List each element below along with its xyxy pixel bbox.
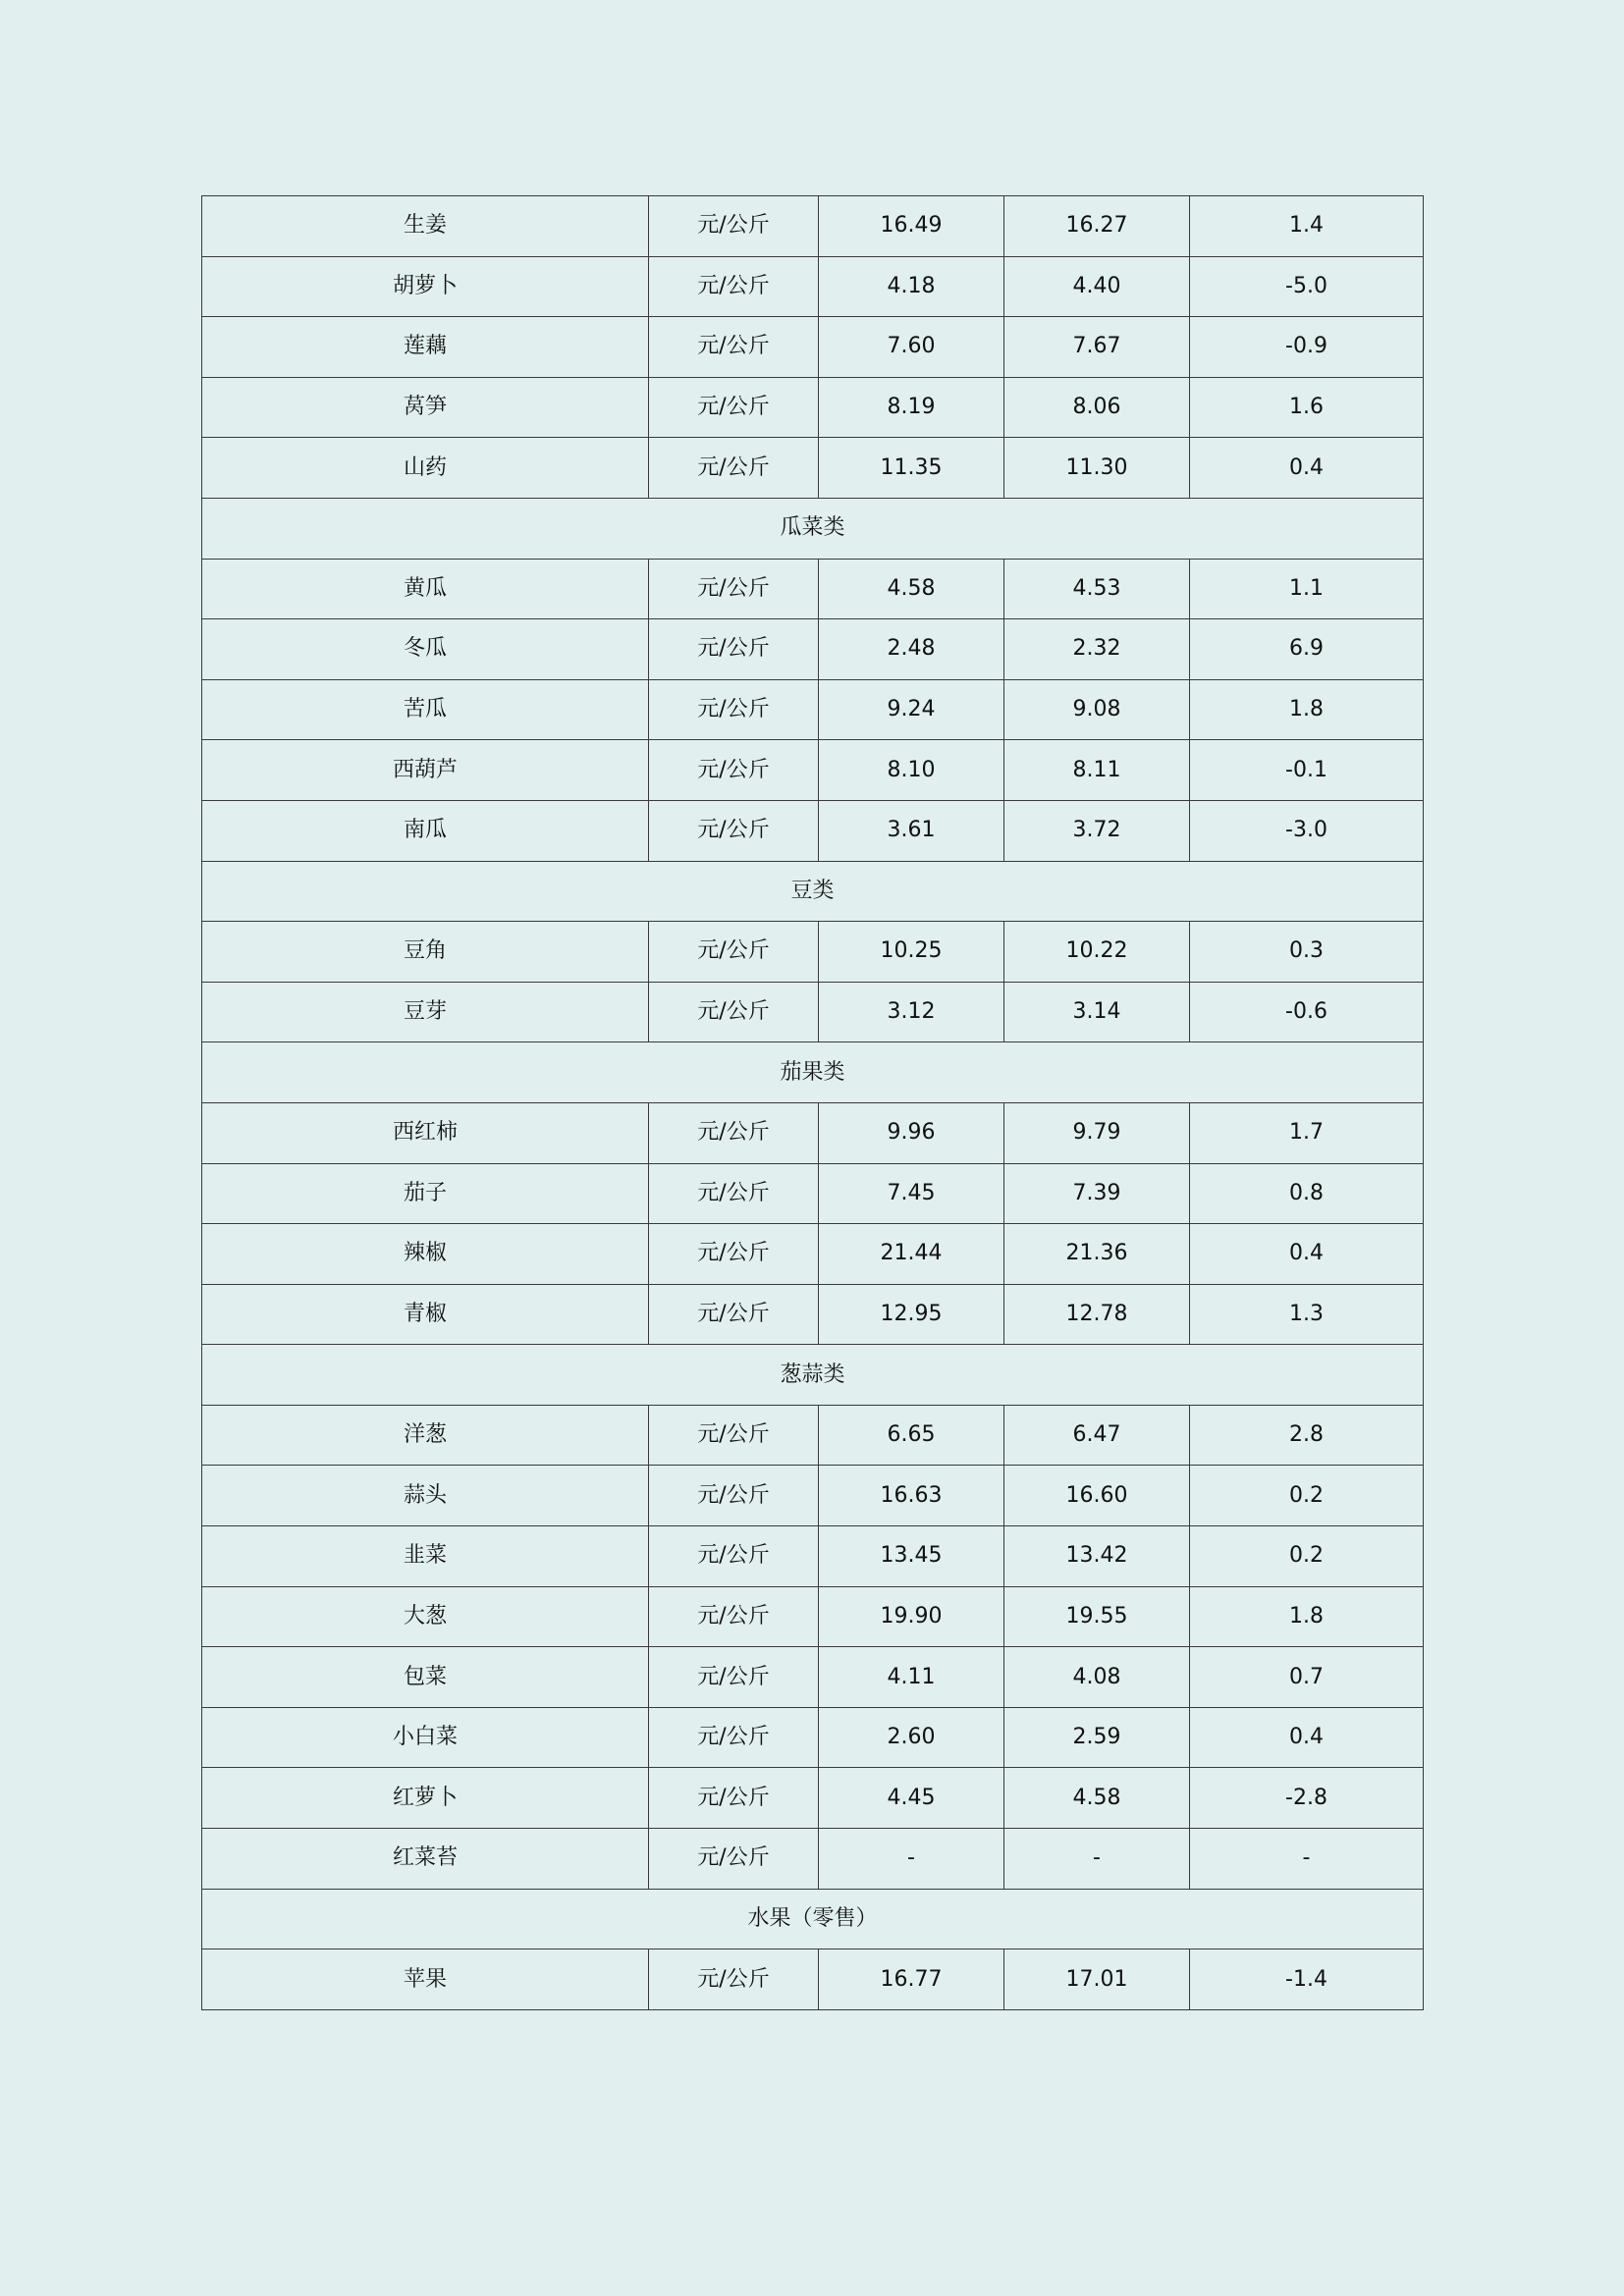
- previous-price-cell: 16.60: [1004, 1466, 1190, 1526]
- item-name-cell: 包菜: [202, 1647, 649, 1708]
- current-price-cell: 3.12: [819, 982, 1004, 1042]
- current-price-cell: 10.25: [819, 922, 1004, 983]
- previous-price-cell: -: [1004, 1829, 1190, 1890]
- item-name-cell: 苹果: [202, 1949, 649, 2010]
- table-row: [202, 1163, 1424, 1224]
- table-row: [202, 1405, 1424, 1466]
- unit-cell: 元/公斤: [649, 1949, 819, 2010]
- table-row: [202, 559, 1424, 619]
- unit-cell: 元/公斤: [649, 922, 819, 983]
- unit-cell: 元/公斤: [649, 1768, 819, 1829]
- change-percent-cell: -3.0: [1190, 800, 1424, 861]
- change-percent-cell: 2.8: [1190, 1405, 1424, 1466]
- table-row: [202, 1586, 1424, 1647]
- item-name-cell: 茄子: [202, 1163, 649, 1224]
- category-header-cell: 豆类: [202, 861, 1424, 922]
- table-row: [202, 1526, 1424, 1587]
- table-row: [202, 619, 1424, 680]
- current-price-cell: 16.77: [819, 1949, 1004, 2010]
- table-row: [202, 1949, 1424, 2010]
- category-row: [202, 1042, 1424, 1103]
- change-percent-cell: 1.1: [1190, 559, 1424, 619]
- previous-price-cell: 17.01: [1004, 1949, 1190, 2010]
- unit-cell: 元/公斤: [649, 256, 819, 317]
- unit-cell: 元/公斤: [649, 1405, 819, 1466]
- current-price-cell: 9.24: [819, 679, 1004, 740]
- table-row: [202, 377, 1424, 438]
- previous-price-cell: 10.22: [1004, 922, 1190, 983]
- item-name-cell: 小白菜: [202, 1707, 649, 1768]
- category-header-cell: 水果（零售）: [202, 1889, 1424, 1949]
- change-percent-cell: 0.8: [1190, 1163, 1424, 1224]
- table-row: [202, 317, 1424, 378]
- previous-price-cell: 4.08: [1004, 1647, 1190, 1708]
- previous-price-cell: 11.30: [1004, 438, 1190, 499]
- change-percent-cell: 0.4: [1190, 438, 1424, 499]
- unit-cell: 元/公斤: [649, 982, 819, 1042]
- table-row: [202, 1707, 1424, 1768]
- table-row: [202, 1829, 1424, 1890]
- unit-cell: 元/公斤: [649, 1284, 819, 1345]
- unit-cell: 元/公斤: [649, 559, 819, 619]
- change-percent-cell: -0.6: [1190, 982, 1424, 1042]
- previous-price-cell: 7.39: [1004, 1163, 1190, 1224]
- previous-price-cell: 16.27: [1004, 196, 1190, 257]
- change-percent-cell: 1.8: [1190, 679, 1424, 740]
- change-percent-cell: 6.9: [1190, 619, 1424, 680]
- unit-cell: 元/公斤: [649, 438, 819, 499]
- current-price-cell: 2.60: [819, 1707, 1004, 1768]
- change-percent-cell: 0.2: [1190, 1466, 1424, 1526]
- item-name-cell: 辣椒: [202, 1224, 649, 1285]
- table-row: [202, 1647, 1424, 1708]
- current-price-cell: 19.90: [819, 1586, 1004, 1647]
- current-price-cell: 7.45: [819, 1163, 1004, 1224]
- category-row: [202, 498, 1424, 559]
- previous-price-cell: 4.58: [1004, 1768, 1190, 1829]
- item-name-cell: 豆角: [202, 922, 649, 983]
- item-name-cell: 黄瓜: [202, 559, 649, 619]
- item-name-cell: 蒜头: [202, 1466, 649, 1526]
- table-row: [202, 256, 1424, 317]
- change-percent-cell: -0.1: [1190, 740, 1424, 801]
- change-percent-cell: -5.0: [1190, 256, 1424, 317]
- table-row: [202, 679, 1424, 740]
- item-name-cell: 生姜: [202, 196, 649, 257]
- unit-cell: 元/公斤: [649, 679, 819, 740]
- previous-price-cell: 21.36: [1004, 1224, 1190, 1285]
- unit-cell: 元/公斤: [649, 1102, 819, 1163]
- change-percent-cell: -0.9: [1190, 317, 1424, 378]
- current-price-cell: 4.11: [819, 1647, 1004, 1708]
- previous-price-cell: 6.47: [1004, 1405, 1190, 1466]
- current-price-cell: 11.35: [819, 438, 1004, 499]
- unit-cell: 元/公斤: [649, 619, 819, 680]
- change-percent-cell: 0.4: [1190, 1707, 1424, 1768]
- previous-price-cell: 3.14: [1004, 982, 1190, 1042]
- current-price-cell: 4.58: [819, 559, 1004, 619]
- previous-price-cell: 8.11: [1004, 740, 1190, 801]
- item-name-cell: 大葱: [202, 1586, 649, 1647]
- category-header-cell: 茄果类: [202, 1042, 1424, 1103]
- table-row: [202, 1284, 1424, 1345]
- unit-cell: 元/公斤: [649, 196, 819, 257]
- previous-price-cell: 2.32: [1004, 619, 1190, 680]
- unit-cell: 元/公斤: [649, 1707, 819, 1768]
- item-name-cell: 豆芽: [202, 982, 649, 1042]
- current-price-cell: 7.60: [819, 317, 1004, 378]
- item-name-cell: 西葫芦: [202, 740, 649, 801]
- price-table: [201, 195, 1424, 2010]
- table-row: [202, 1466, 1424, 1526]
- category-row: [202, 1889, 1424, 1949]
- current-price-cell: 21.44: [819, 1224, 1004, 1285]
- unit-cell: 元/公斤: [649, 800, 819, 861]
- table-row: [202, 1224, 1424, 1285]
- current-price-cell: 12.95: [819, 1284, 1004, 1345]
- change-percent-cell: -2.8: [1190, 1768, 1424, 1829]
- current-price-cell: 16.63: [819, 1466, 1004, 1526]
- current-price-cell: 9.96: [819, 1102, 1004, 1163]
- change-percent-cell: 0.4: [1190, 1224, 1424, 1285]
- item-name-cell: 红萝卜: [202, 1768, 649, 1829]
- table-row: [202, 196, 1424, 257]
- previous-price-cell: 12.78: [1004, 1284, 1190, 1345]
- item-name-cell: 山药: [202, 438, 649, 499]
- item-name-cell: 洋葱: [202, 1405, 649, 1466]
- current-price-cell: 6.65: [819, 1405, 1004, 1466]
- item-name-cell: 韭菜: [202, 1526, 649, 1587]
- change-percent-cell: 1.8: [1190, 1586, 1424, 1647]
- item-name-cell: 西红柿: [202, 1102, 649, 1163]
- item-name-cell: 南瓜: [202, 800, 649, 861]
- table-row: [202, 438, 1424, 499]
- table-row: [202, 800, 1424, 861]
- current-price-cell: 8.19: [819, 377, 1004, 438]
- previous-price-cell: 4.53: [1004, 559, 1190, 619]
- unit-cell: 元/公斤: [649, 1586, 819, 1647]
- item-name-cell: 苦瓜: [202, 679, 649, 740]
- previous-price-cell: 8.06: [1004, 377, 1190, 438]
- previous-price-cell: 9.79: [1004, 1102, 1190, 1163]
- change-percent-cell: 0.3: [1190, 922, 1424, 983]
- current-price-cell: 13.45: [819, 1526, 1004, 1587]
- item-name-cell: 莴笋: [202, 377, 649, 438]
- current-price-cell: 3.61: [819, 800, 1004, 861]
- current-price-cell: -: [819, 1829, 1004, 1890]
- previous-price-cell: 7.67: [1004, 317, 1190, 378]
- table-row: [202, 1768, 1424, 1829]
- unit-cell: 元/公斤: [649, 377, 819, 438]
- unit-cell: 元/公斤: [649, 317, 819, 378]
- table-row: [202, 740, 1424, 801]
- change-percent-cell: 1.6: [1190, 377, 1424, 438]
- current-price-cell: 4.18: [819, 256, 1004, 317]
- item-name-cell: 莲藕: [202, 317, 649, 378]
- current-price-cell: 2.48: [819, 619, 1004, 680]
- category-header-cell: 葱蒜类: [202, 1345, 1424, 1406]
- item-name-cell: 红菜苔: [202, 1829, 649, 1890]
- change-percent-cell: 1.7: [1190, 1102, 1424, 1163]
- table-row: [202, 1102, 1424, 1163]
- unit-cell: 元/公斤: [649, 1163, 819, 1224]
- current-price-cell: 4.45: [819, 1768, 1004, 1829]
- table-row: [202, 982, 1424, 1042]
- unit-cell: 元/公斤: [649, 740, 819, 801]
- previous-price-cell: 3.72: [1004, 800, 1190, 861]
- category-row: [202, 861, 1424, 922]
- change-percent-cell: 1.4: [1190, 196, 1424, 257]
- unit-cell: 元/公斤: [649, 1647, 819, 1708]
- change-percent-cell: 0.7: [1190, 1647, 1424, 1708]
- item-name-cell: 胡萝卜: [202, 256, 649, 317]
- unit-cell: 元/公斤: [649, 1466, 819, 1526]
- unit-cell: 元/公斤: [649, 1224, 819, 1285]
- change-percent-cell: 0.2: [1190, 1526, 1424, 1587]
- change-percent-cell: -1.4: [1190, 1949, 1424, 2010]
- previous-price-cell: 9.08: [1004, 679, 1190, 740]
- previous-price-cell: 13.42: [1004, 1526, 1190, 1587]
- category-row: [202, 1345, 1424, 1406]
- unit-cell: 元/公斤: [649, 1526, 819, 1587]
- current-price-cell: 8.10: [819, 740, 1004, 801]
- table-body: [202, 196, 1424, 2010]
- table-row: [202, 922, 1424, 983]
- change-percent-cell: -: [1190, 1829, 1424, 1890]
- previous-price-cell: 2.59: [1004, 1707, 1190, 1768]
- previous-price-cell: 19.55: [1004, 1586, 1190, 1647]
- previous-price-cell: 4.40: [1004, 256, 1190, 317]
- category-header-cell: 瓜菜类: [202, 498, 1424, 559]
- unit-cell: 元/公斤: [649, 1829, 819, 1890]
- change-percent-cell: 1.3: [1190, 1284, 1424, 1345]
- item-name-cell: 青椒: [202, 1284, 649, 1345]
- current-price-cell: 16.49: [819, 196, 1004, 257]
- item-name-cell: 冬瓜: [202, 619, 649, 680]
